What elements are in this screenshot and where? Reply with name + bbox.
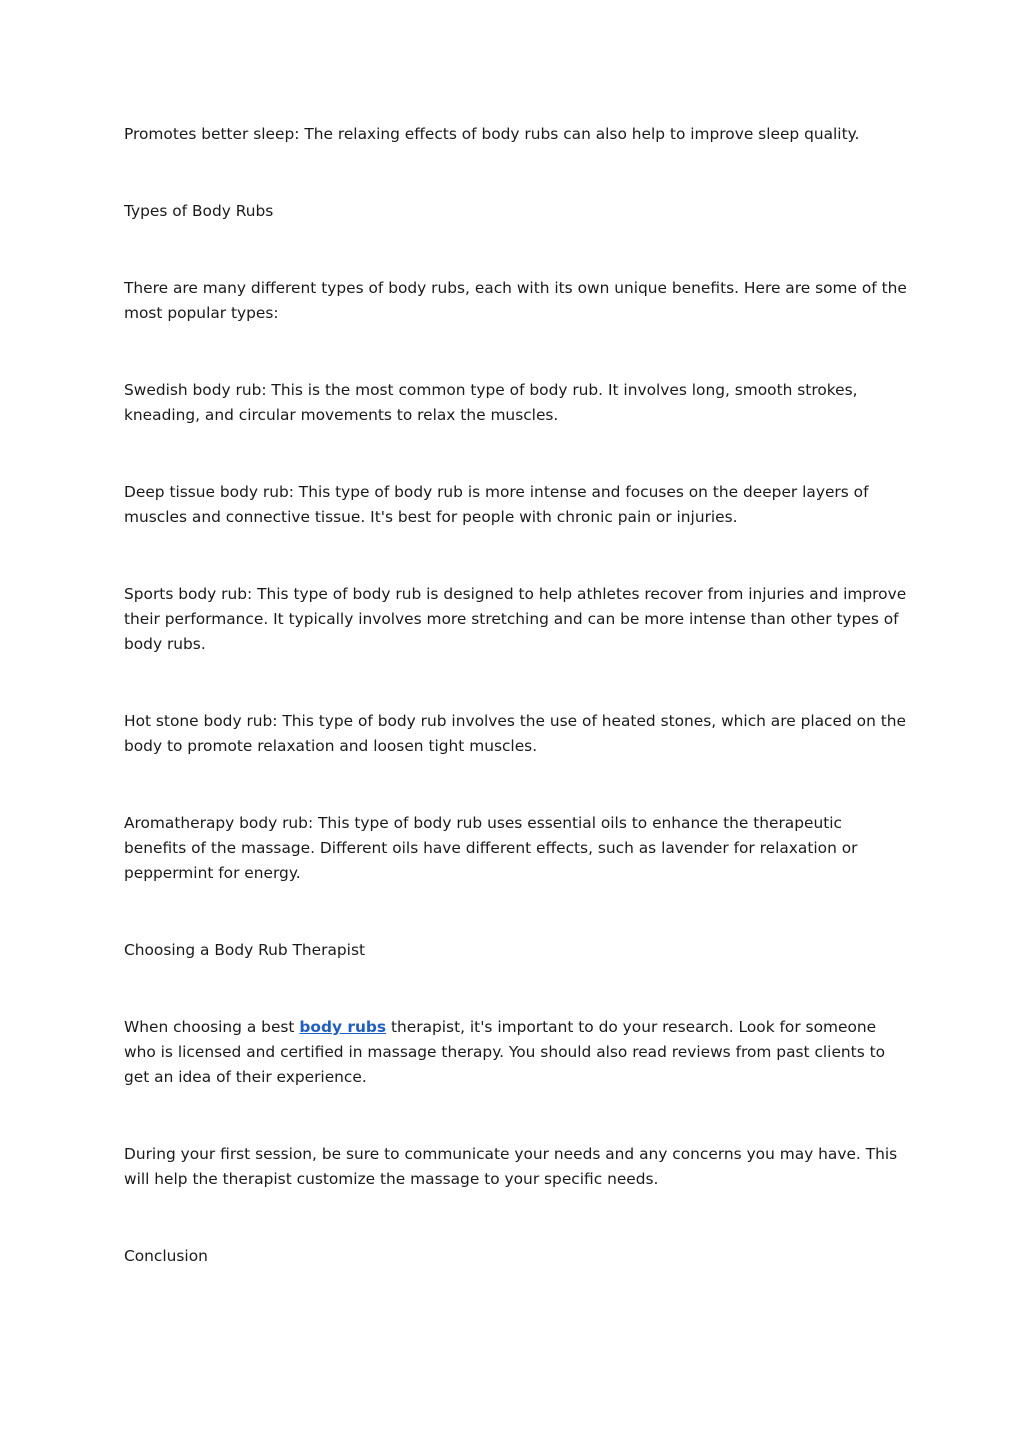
choosing-text-after-link: therapist, it's important to do your research. Look for someone who is licensed and certified in massage therapy. You should also read reviews from past clients to get an idea of their experience. bbox=[124, 1018, 886, 1086]
paragraph-types-intro: There are many different types of body rubs, each with its own unique benefits. Here are some of the most popular types: bbox=[124, 279, 907, 322]
paragraph-aromatherapy: Aromatherapy body rub: This type of body rub uses essential oils to enhance the therapeutic benefits of the massage. Different oils have different effects, such as lavender for relaxation or peppermint for energy. bbox=[124, 814, 858, 882]
paragraph-hot-stone: Hot stone body rub: This type of body rub involves the use of heated stones, which are placed on the body to promote relaxation and loosen tight muscles. bbox=[124, 712, 906, 755]
heading-conclusion: Conclusion bbox=[124, 1247, 208, 1265]
paragraph-choosing bbox=[124, 1015, 909, 1090]
paragraph-sports: Sports body rub: This type of body rub is designed to help athletes recover from injuries and improve their performance. It typically involves more stretching and can be more intense than other types of body rubs. bbox=[124, 585, 907, 653]
paragraph-better-sleep: Promotes better sleep: The relaxing effects of body rubs can also help to improve sleep quality. bbox=[124, 125, 860, 143]
paragraph-swedish: Swedish body rub: This is the most common type of body rub. It involves long, smooth strokes, kneading, and circular movements to relax the muscles. bbox=[124, 381, 858, 424]
paragraph-deep-tissue: Deep tissue body rub: This type of body rub is more intense and focuses on the deeper layers of muscles and connective tissue. It's best for people with chronic pain or injuries. bbox=[124, 483, 869, 526]
heading-choosing-therapist: Choosing a Body Rub Therapist bbox=[124, 941, 366, 959]
choosing-text-before-link: When choosing a best bbox=[124, 1018, 300, 1036]
heading-types-of-body-rubs: Types of Body Rubs bbox=[124, 202, 274, 220]
body-rubs-link[interactable]: body rubs bbox=[299, 1018, 387, 1036]
paragraph-first-session: During your first session, be sure to communicate your needs and any concerns you may have. This will help the therapist customize the massage to your specific needs. bbox=[124, 1145, 898, 1188]
document-body bbox=[124, 122, 909, 1321]
